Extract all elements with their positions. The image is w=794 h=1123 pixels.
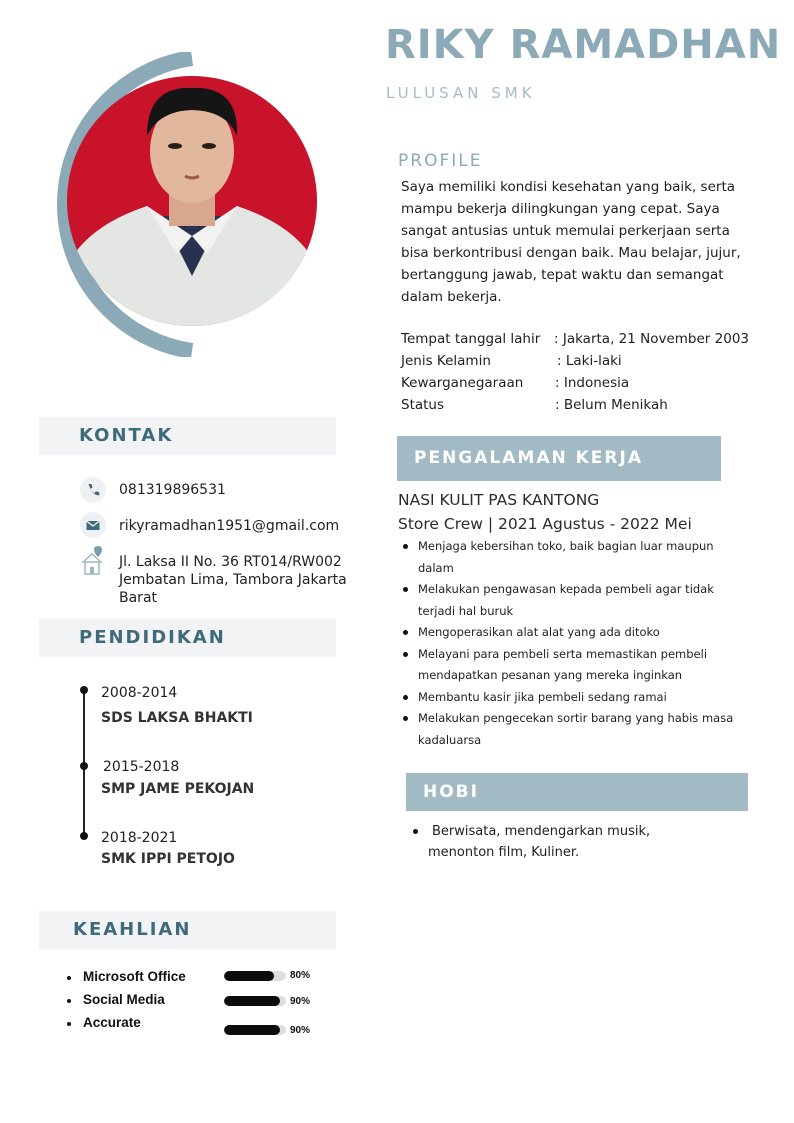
timeline-dot xyxy=(80,686,88,694)
duty-item: Melakukan pengecekan sortir barang yang habis masa kadaluarsa xyxy=(400,708,750,751)
profile-title: PROFILE xyxy=(398,151,483,171)
experience-role: Store Crew | 2021 Agustus - 2022 Mei xyxy=(398,515,692,533)
experience-company: NASI KULIT PAS KANTONG xyxy=(398,491,600,509)
skill-percent: 80% xyxy=(290,970,311,981)
contact-phone[interactable]: 081319896531 xyxy=(119,482,226,498)
experience-duties xyxy=(400,536,750,751)
education-school: SMK IPPI PETOJO xyxy=(101,851,235,867)
detail-value: : Indonesia xyxy=(555,375,630,391)
experience-section-header xyxy=(397,436,721,481)
skill-name: Social Media xyxy=(83,992,165,1007)
duty-item: Melayani para pembeli serta memastikan pembeli mendapatkan pesanan yang mereka inginkan xyxy=(400,644,750,687)
education-years: 2008-2014 xyxy=(101,685,178,701)
detail-value: : Laki-laki xyxy=(557,353,622,369)
candidate-name: RIKY RAMADHAN xyxy=(385,22,782,68)
education-title: PENDIDIKAN xyxy=(79,627,226,648)
skill-bar-fill xyxy=(224,1025,280,1035)
skill-bar-track xyxy=(224,1025,286,1035)
profile-photo-illustration xyxy=(67,76,317,326)
email-icon xyxy=(80,512,106,538)
home-location-icon xyxy=(79,545,107,577)
skill-percent: 90% xyxy=(290,1025,311,1036)
skill-bullet xyxy=(67,1022,71,1026)
experience-title: PENGALAMAN KERJA xyxy=(414,448,643,468)
contact-email[interactable]: rikyramadhan1951@gmail.com xyxy=(119,518,340,534)
education-school: SDS LAKSA BHAKTI xyxy=(101,710,253,726)
detail-label: Jenis Kelamin xyxy=(401,353,491,369)
candidate-subtitle: LULUSAN SMK xyxy=(386,84,536,102)
skill-bar-track xyxy=(224,996,286,1006)
contact-address-line2: Jembatan Lima, Tambora Jakarta xyxy=(119,572,347,588)
duty-item: Melakukan pengawasan kepada pembeli agar tidak terjadi hal buruk xyxy=(400,579,750,622)
skill-bar-track xyxy=(224,971,286,981)
education-school: SMP JAME PEKOJAN xyxy=(101,781,255,797)
skill-bullet xyxy=(67,999,71,1003)
education-section-header xyxy=(39,619,336,657)
phone-icon xyxy=(80,477,106,503)
skills-title: KEAHLIAN xyxy=(73,919,192,940)
skill-name: Accurate xyxy=(83,1015,141,1030)
contact-address-line1: Jl. Laksa II No. 36 RT014/RW002 xyxy=(119,554,342,570)
detail-label: Tempat tanggal lahir xyxy=(401,331,541,347)
education-years: 2015-2018 xyxy=(103,759,180,775)
hobby-section-header xyxy=(406,773,748,811)
hobby-text: Berwisata, mendengarkan musik, menonton film, Kuliner. xyxy=(428,824,651,860)
contact-section-header xyxy=(39,417,336,455)
detail-value: : Belum Menikah xyxy=(555,397,668,413)
hobby-bullet xyxy=(413,829,418,834)
education-years: 2018-2021 xyxy=(101,830,178,846)
skill-bar-fill xyxy=(224,996,280,1006)
skill-bullet xyxy=(67,976,71,980)
duty-item: Mengoperasikan alat alat yang ada ditoko xyxy=(400,622,750,644)
skill-name: Microsoft Office xyxy=(83,969,186,984)
contact-address-line3: Barat xyxy=(119,590,158,606)
duty-item: Membantu kasir jika pembeli sedang ramai xyxy=(400,687,750,709)
skills-section-header xyxy=(39,911,336,949)
timeline-dot xyxy=(80,832,88,840)
contact-title: KONTAK xyxy=(79,425,174,446)
detail-label: Status xyxy=(401,397,445,413)
duty-item: Menjaga kebersihan toko, baik bagian luar maupun dalam xyxy=(400,536,750,579)
profile-photo xyxy=(67,76,317,326)
hobby-title: HOBI xyxy=(423,782,479,802)
profile-text: Saya memiliki kondisi kesehatan yang baik, serta mampu bekerja dilingkungan yang cepat. Saya sangat antusias untuk memulai perkerjaan serta bisa berkontribusi dengan baik. Mau belajar, jujur, bertanggung jawab, tepat waktu dan semangat dalam bekerja. xyxy=(401,179,741,305)
detail-label: Kewarganegaraan xyxy=(401,375,524,391)
detail-value: : Jakarta, 21 November 2003 xyxy=(554,331,749,347)
timeline-dot xyxy=(80,762,88,770)
skill-bar-fill xyxy=(224,971,274,981)
skill-percent: 90% xyxy=(290,996,311,1007)
